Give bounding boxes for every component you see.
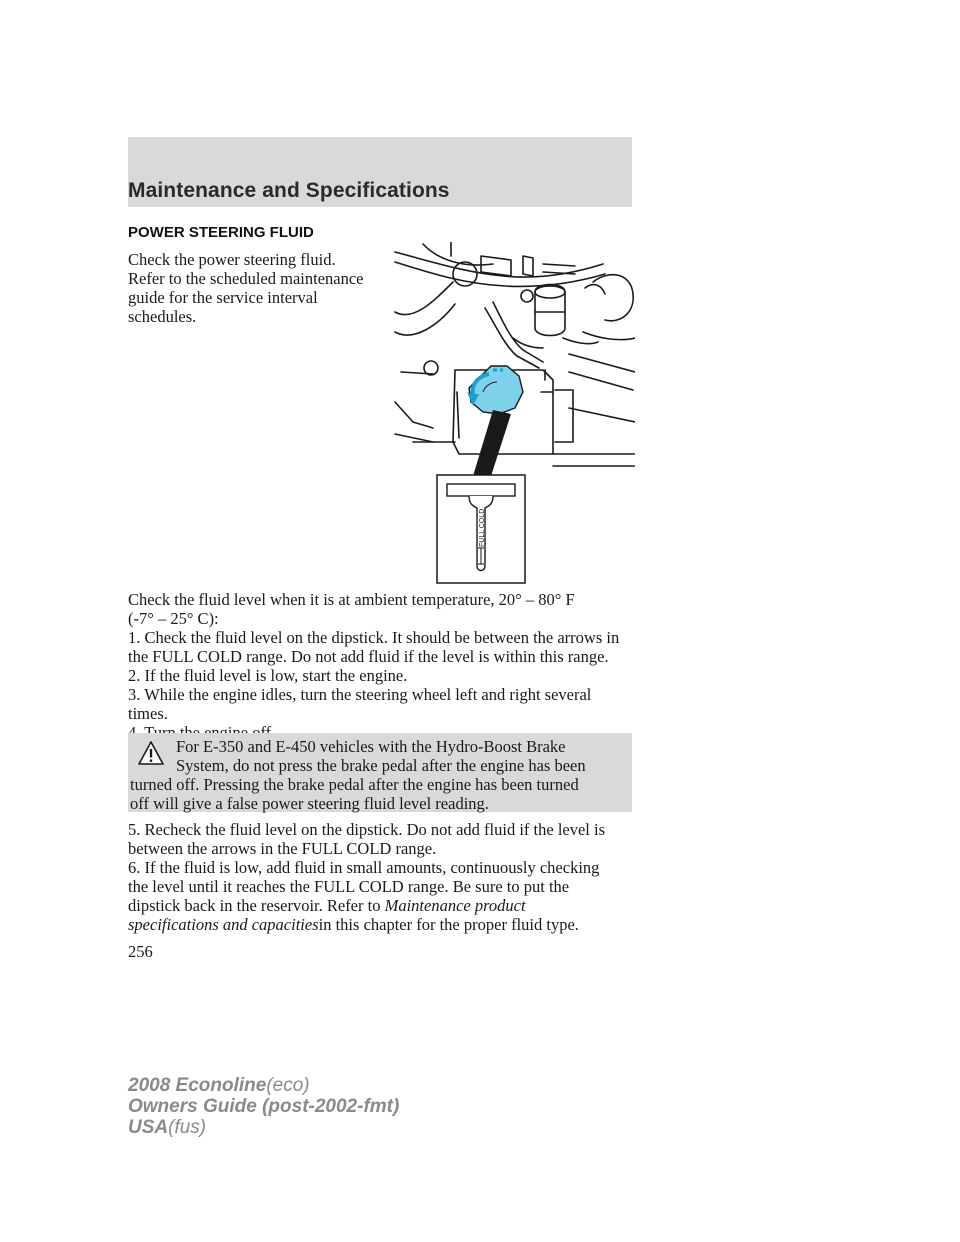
pointer-wedge — [473, 410, 511, 476]
step-text: dipstick back in the reservoir. Refer to — [128, 896, 385, 915]
intro-line: schedules. — [128, 307, 197, 326]
warning-box — [128, 733, 632, 812]
footer-market: USA — [128, 1117, 169, 1138]
intro-line: guide for the service interval — [128, 288, 318, 307]
step-line: 1. Check the fluid level on the dipstick. It should be between the arrows in — [128, 628, 620, 647]
footer-line — [128, 1117, 399, 1138]
step-line — [128, 915, 638, 934]
step-line: 2. If the fluid level is low, start the engine. — [128, 666, 408, 685]
reference-link-text: Maintenance product — [384, 896, 526, 915]
footer-line — [128, 1075, 399, 1096]
temp-line: Check the fluid level when it is at ambient temperature, 20° – 80° F — [128, 590, 575, 609]
document-footer — [128, 1075, 399, 1138]
footer-guide: Owners Guide (post-2002-fmt) — [128, 1096, 400, 1117]
footer-model-code: (eco) — [266, 1075, 310, 1096]
procedure-part-1 — [128, 590, 638, 742]
step-line: between the arrows in the FULL COLD range. — [128, 839, 437, 858]
power-steering-reservoir-illustration — [393, 242, 635, 584]
warning-line: turned off. Pressing the brake pedal after the engine has been turned — [130, 775, 579, 794]
dipstick-label: FULL COLD — [479, 508, 486, 547]
step-line: 6. If the fluid is low, add fluid in small amounts, continuously checking — [128, 858, 600, 877]
section-title: POWER STEERING FLUID — [128, 224, 314, 241]
step-line: 5. Recheck the fluid level on the dipstick. Do not add fluid if the level is — [128, 820, 606, 839]
intro-line: Refer to the scheduled maintenance — [128, 269, 364, 288]
step-line: 3. While the engine idles, turn the steering wheel left and right several — [128, 685, 592, 704]
page-header-title: Maintenance and Specifications — [128, 179, 450, 202]
procedure-part-2 — [128, 820, 638, 934]
footer-model: 2008 Econoline — [128, 1075, 267, 1096]
step-line: the level until it reaches the FULL COLD range. Be sure to put the — [128, 877, 570, 896]
reference-link-text: specifications and capacities — [128, 915, 319, 934]
page-number: 256 — [128, 942, 153, 961]
step-line: times. — [128, 704, 168, 723]
warning-text — [130, 737, 630, 813]
intro-line: Check the power steering fluid. — [128, 250, 336, 269]
step-text: in this chapter for the proper fluid type. — [318, 915, 579, 934]
footer-market-code: (fus) — [168, 1117, 207, 1138]
cap-shape — [469, 366, 523, 414]
warning-line: System, do not press the brake pedal after the engine has been — [176, 756, 586, 775]
warning-line: For E-350 and E-450 vehicles with the Hydro-Boost Brake — [176, 737, 566, 756]
step-line: the FULL COLD range. Do not add fluid if the level is within this range. — [128, 647, 609, 666]
step-line — [128, 896, 638, 915]
temp-line: (-7° – 25° C): — [128, 609, 219, 628]
intro-paragraph — [128, 250, 390, 326]
warning-line: off will give a false power steering fluid level reading. — [130, 794, 489, 813]
